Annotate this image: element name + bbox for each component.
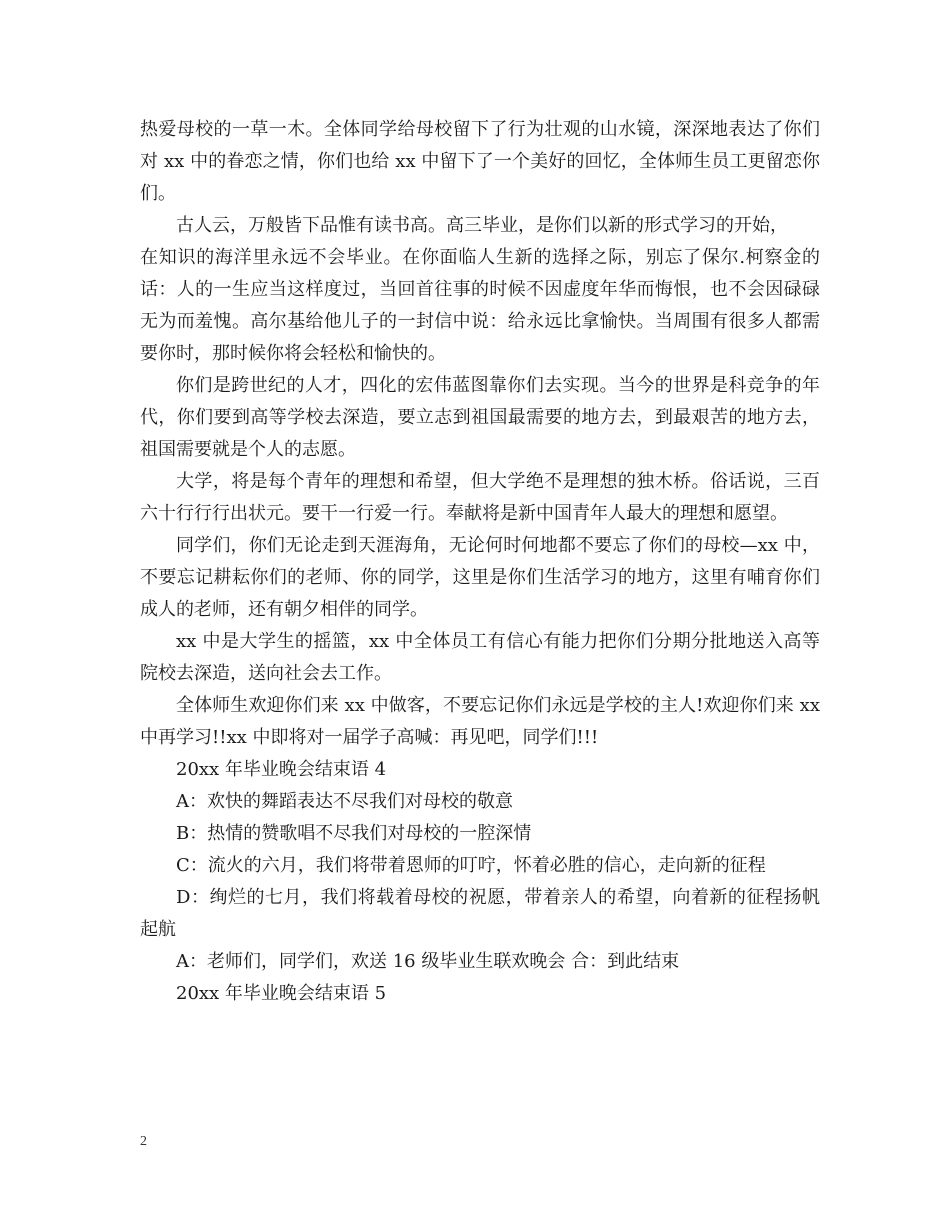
paragraph-5: 同学们，你们无论走到天涯海角，无论何时何地都不要忘了你们的母校—xx 中，不要忘记耕耘你们的老师、你的同学，这里是你们生活学习的地方，这里有哺育你们成人的老师，还有朝夕相伴的同学。 [140, 535, 820, 620]
paragraph-1: 热爱母校的一草一木。全体同学给母校留下了行为壮观的山水镜，深深地表达了你们对 xx 中的眷恋之情，你们也给 xx 中留下了一个美好的回忆，全体师生员工更留恋你们。 [140, 119, 820, 204]
dialogue-line-b: B：热情的赞歌唱不尽我们对母校的一腔深情 [176, 823, 532, 844]
dialogue-line-c: C：流火的六月，我们将带着恩师的叮咛，怀着必胜的信心，走向新的征程 [176, 855, 766, 876]
dialogue-line-d: D：绚烂的七月，我们将载着母校的祝愿，带着亲人的希望，向着新的征程扬帆起航 [140, 887, 820, 940]
section-heading-4: 20xx 年毕业晚会结束语 4 [176, 759, 387, 780]
page-number: 2 [140, 1134, 147, 1149]
paragraph-7: 全体师生欢迎你们来 xx 中做客，不要忘记你们永远是学校的主人!欢迎你们来 xx 中再学习!!xx 中即将对一届学子高喊：再见吧，同学们!!! [140, 695, 820, 748]
paragraph-2: 古人云，万般皆下品惟有读书高。高三毕业，是你们以新的形式学习的开始， 在知识的海洋里永远不会毕业。在你面临人生新的选择之际，别忘了保尔.柯察金的话：人的一生应当这样度过，当回首往事的时候不因虚度年华而悔恨，也不会因碌碌无为而羞愧。高尔基给他儿子的一封信中说：给永远比拿愉快。当周围有很多人都需要你时，那时候你将会轻松和愉快的。 [140, 215, 820, 364]
dialogue-line-closing: A：老师们，同学们，欢送 16 级毕业生联欢晚会 合：到此结束 [176, 951, 680, 972]
section-heading-5: 20xx 年毕业晚会结束语 5 [176, 983, 387, 1004]
dialogue-line-a: A：欢快的舞蹈表达不尽我们对母校的敬意 [176, 791, 513, 812]
paragraph-4: 大学，将是每个青年的理想和希望，但大学绝不是理想的独木桥。俗话说，三百六十行行行出状元。要干一行爱一行。奉献将是新中国青年人最大的理想和愿望。 [140, 471, 820, 524]
document-body [140, 114, 820, 1010]
paragraph-3: 你们是跨世纪的人才，四化的宏伟蓝图靠你们去实现。当今的世界是科竞争的年代，你们要到高等学校去深造，要立志到祖国最需要的地方去，到最艰苦的地方去，祖国需要就是个人的志愿。 [140, 375, 820, 460]
paragraph-6: xx 中是大学生的摇篮，xx 中全体员工有信心有能力把你们分期分批地送入高等院校去深造，送向社会去工作。 [140, 631, 820, 684]
